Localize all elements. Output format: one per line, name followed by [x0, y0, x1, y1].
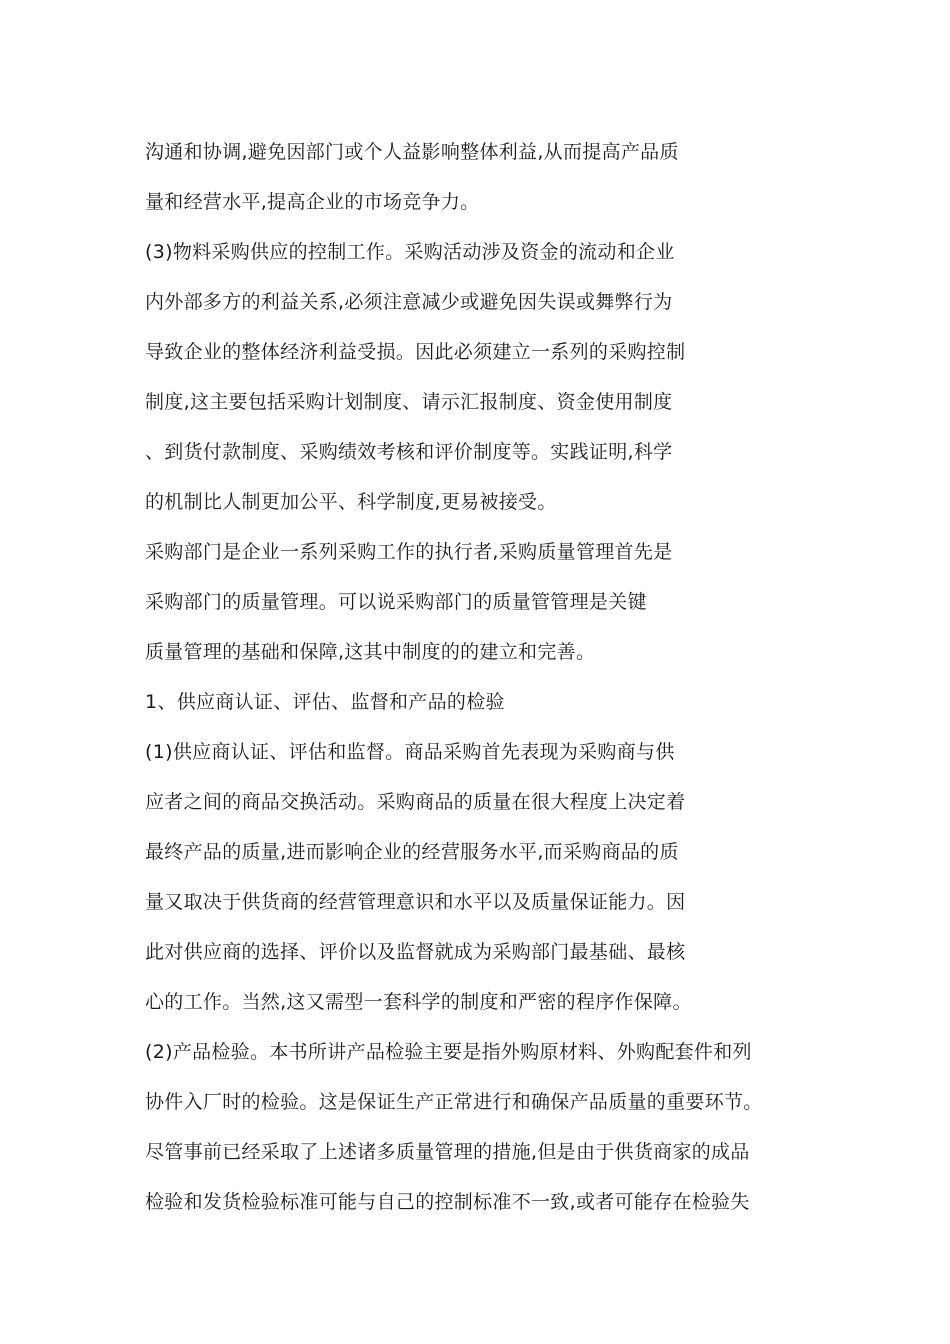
text-line: (2)产品检验。本书所讲产品检验主要是指外购原材料、外购配套件和列 — [145, 1041, 752, 1063]
text-line: 内外部多方的利益关系,必须注意减少或避免因失误或舞弊行为 — [145, 291, 673, 313]
text-line: 应者之间的商品交换活动。采购商品的质量在很大程度上决定着 — [145, 791, 686, 813]
text-line: 最终产品的质量,进而影响企业的经营服务水平,而采购商品的质 — [145, 841, 679, 863]
text-line: 此对供应商的选择、评价以及监督就成为采购部门最基础、最核 — [145, 941, 686, 963]
text-line: (3)物料采购供应的控制工作。采购活动涉及资金的流动和企业 — [145, 241, 675, 263]
text-line: (1)供应商认证、评估和监督。商品采购首先表现为采购商与供 — [145, 741, 675, 763]
text-line: 沟通和协调,避免因部门或个人益影响整体利益,从而提高产品质 — [145, 141, 679, 163]
document-body — [145, 131, 845, 1231]
text-line: 量又取决于供货商的经营管理意识和水平以及质量保证能力。因 — [145, 891, 686, 913]
text-line: 协件入厂时的检验。这是保证生产正常进行和确保产品质量的重要环节。 — [145, 1091, 763, 1113]
text-line: 导致企业的整体经济利益受损。因此必须建立一系列的采购控制 — [145, 341, 686, 363]
text-line: 采购部门的质量管理。可以说采购部门的质量管管理是关键 — [145, 591, 647, 613]
text-line: 质量管理的基础和保障,这其中制度的的建立和完善。 — [145, 641, 596, 663]
text-line: 采购部门是企业一系列采购工作的执行者,采购质量管理首先是 — [145, 541, 673, 563]
text-line: 的机制比人制更加公平、科学制度,更易被接受。 — [145, 491, 557, 513]
text-line: 检验和发货检验标准可能与自己的控制标准不一致,或者可能存在检验失 — [145, 1191, 750, 1213]
text-line: 心的工作。当然,这又需型一套科学的制度和严密的程序作保障。 — [145, 991, 692, 1013]
text-line: 量和经营水平,提高企业的市场竞争力。 — [145, 191, 480, 213]
section-heading: 1、供应商认证、评估、监督和产品的检验 — [145, 691, 505, 713]
text-line: 、到货付款制度、采购绩效考核和评价制度等。实践证明,科学 — [145, 441, 673, 463]
text-line: 制度,这主要包括采购计划制度、请示汇报制度、资金使用制度 — [145, 391, 673, 413]
text-line: 尽管事前已经采取了上述诸多质量管理的措施,但是由于供货商家的成品 — [145, 1141, 750, 1163]
